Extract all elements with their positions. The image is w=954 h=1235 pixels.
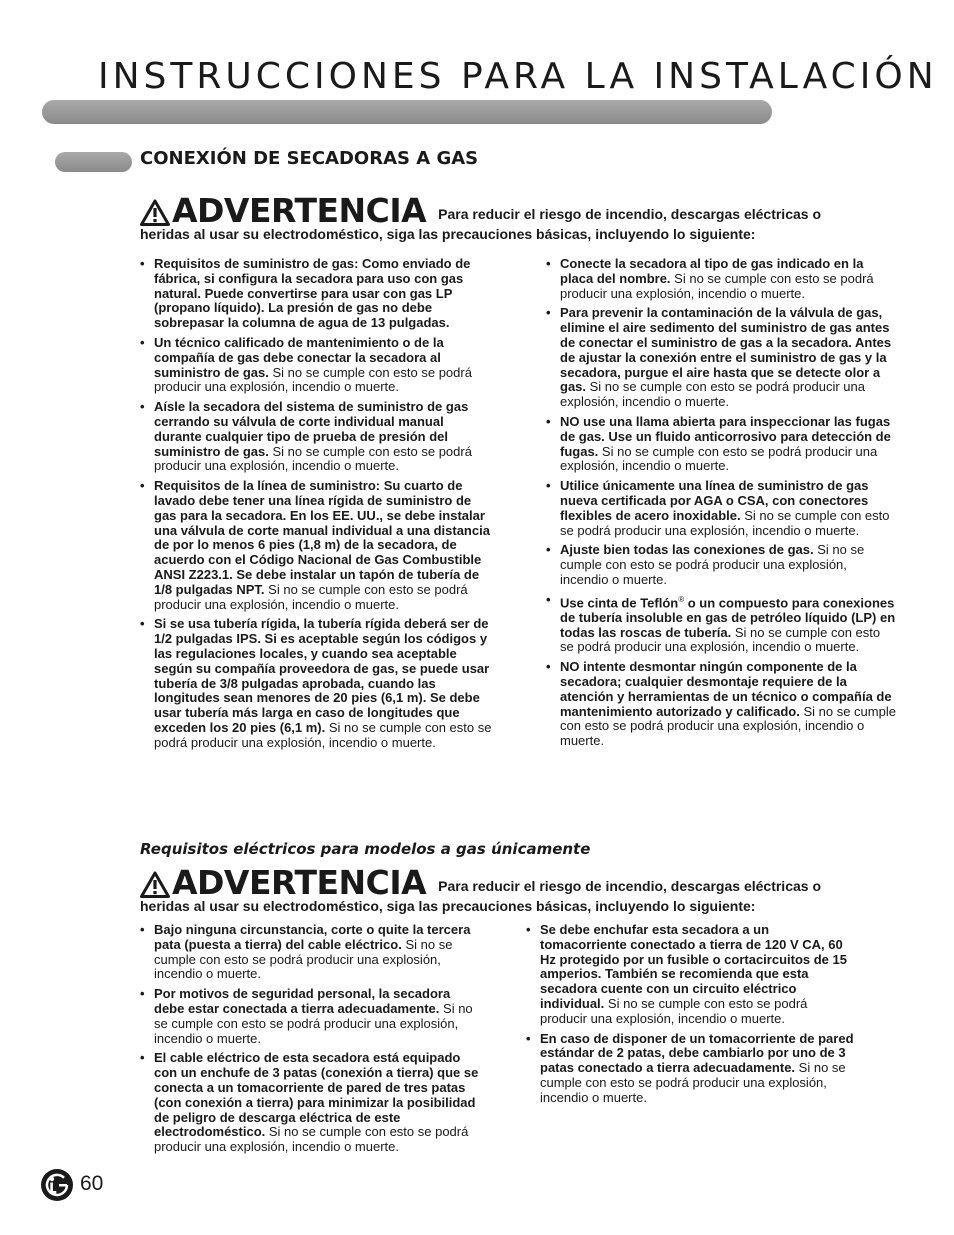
list-item: • Requisitos de suministro de gas: Como enviado de fábrica, si configura la secadora para uso con gas natural. Puede convertirse para usar con gas LP (propano líquido). La presión de gas no debe sobrepasar la columna de agua de 13 pulgadas. [140,257,492,331]
list-item: • Por motivos de seguridad personal, la secadora debe estar conectada a tierra adecuadamente. Si no se cumple con esto se podrá producir una explosión, incendio o muerte. [140,987,482,1046]
warning-word: ADVERTENCIA [172,863,427,902]
list-item: • Si se usa tubería rígida, la tubería rígida deberá ser de 1/2 pulgadas IPS. Si es aceptable según los códigos y las regulaciones locales, y cuando sea aceptable según su compañía proveedora de gas, se puede usar tubería de 3/8 pulgadas aprobada, cuando las longitudes sean menores de 20 pies (6,1 m). Se debe usar tubería más larga en caso de longitudes que exceden los 20 pies (6,1 m). Si no se cumple con esto se podrá producir una explosión, incendio o muerte. [140,617,492,750]
warning-box-gas [140,191,880,243]
gas-requirements-right-column [546,257,896,754]
warning-box-electrical [140,863,880,915]
list-item: • Use cinta de Teflón® o un compuesto para conexiones de tubería insoluble en gas de petróleo líquido (LP) en todas las roscas de tubería. Si no se cumple con esto se podrá producir una explosión, incendio o muerte. [546,593,896,656]
list-item: • Conecte la secadora al tipo de gas indicado en la placa del nombre. Si no se cumple con esto se podrá producir una explosión, incendio o muerte. [546,257,896,301]
title-bar [42,100,772,124]
page-number: 60 [80,1172,104,1195]
warning-triangle-icon [140,871,170,898]
warning-text-line1: Para reducir el riesgo de incendio, descargas eléctricas o [438,206,821,222]
lg-logo-icon [40,1168,74,1202]
list-item: • En caso de disponer de un tomacorriente de pared estándar de 2 patas, debe cambiarlo por uno de 3 patas conectado a tierra adecuadamente. Si no se cumple con esto se podrá producir una explosión, incendio o muerte. [526,1032,856,1106]
list-item: • Requisitos de la línea de suministro: Su cuarto de lavado debe tener una línea rígida de suministro de gas para la secadora. En los EE. UU., se debe instalar una válvula de corte manual individual a una distancia de por lo menos 6 pies (1,8 m) de la secadora, de acuerdo con el Código Nacional de Gas Combustible ANSI Z223.1. Se debe instalar un tapón de tubería de 1/8 pulgadas NPT. Si no se cumple con esto se podrá producir una explosión, incendio o muerte. [140,479,492,612]
warning-triangle-icon [140,199,170,226]
list-item: • Aísle la secadora del sistema de suministro de gas cerrando su válvula de corte individual manual durante cualquier tipo de prueba de presión del suministro de gas. Si no se cumple con esto se podrá producir una explosión, incendio o muerte. [140,400,492,474]
list-item: • Un técnico calificado de mantenimiento o de la compañía de gas debe conectar la secadora al suministro de gas. Si no se cumple con esto se podrá producir una explosión, incendio o muerte. [140,336,492,395]
electrical-subheading: Requisitos eléctricos para modelos a gas únicamente [140,840,591,858]
list-item: • Ajuste bien todas las conexiones de gas. Si no se cumple con esto se podrá producir una explosión, incendio o muerte. [546,543,896,587]
list-item: • NO use una llama abierta para inspeccionar las fugas de gas. Use un fluido anticorrosivo para detección de fugas. Si no se cumple con esto se podrá producir una explosión, incendio o muerte. [546,415,896,474]
list-item: • Bajo ninguna circunstancia, corte o quite la tercera pata (puesta a tierra) del cable eléctrico. Si no se cumple con esto se podrá producir una explosión, incendio o muerte. [140,923,482,982]
gas-requirements-left-column [140,257,492,756]
list-item: • NO intente desmontar ningún componente de la secadora; cualquier desmontaje requiere de la atención y herramientas de un técnico o compañía de mantenimiento autorizado y calificado. Si no se cumple con esto se podrá producir una explosión, incendio o muerte. [546,660,896,749]
section-heading: CONEXIÓN DE SECADORAS A GAS [140,148,479,169]
page-title: INSTRUCCIONES PARA LA INSTALACIÓN [98,56,938,97]
list-item: • El cable eléctrico de esta secadora está equipado con un enchufe de 3 patas (conexión a tierra) que se conecta a un tomacorriente de pared de tres patas (con conexión a tierra) para minimizar la posibilidad de peligro de descarga eléctrica de este electrodoméstico. Si no se cumple con esto se podrá producir una explosión, incendio o muerte. [140,1051,482,1155]
electrical-requirements-left-column [140,923,482,1160]
electrical-requirements-right-column [526,923,856,1111]
section-pill [55,152,132,172]
warning-text-line2: heridas al usar su electrodoméstico, siga las precauciones básicas, incluyendo lo siguiente: [140,898,756,914]
list-item: • Para prevenir la contaminación de la válvula de gas, elimine el aire sedimento del suministro de gas antes de conectar el suministro de gas a la secadora. Antes de ajustar la conexión entre el suministro de gas y la secadora, purgue el aire hasta que se detecte olor a gas. Si no se cumple con esto se podrá producir una explosión, incendio o muerte. [546,306,896,410]
list-item: • Utilice únicamente una línea de suministro de gas nueva certificada por AGA o CSA, con conectores flexibles de acero inoxidable. Si no se cumple con esto se podrá producir una explosión, incendio o muerte. [546,479,896,538]
warning-text-line1: Para reducir el riesgo de incendio, descargas eléctricas o [438,878,821,894]
warning-text-line2: heridas al usar su electrodoméstico, siga las precauciones básicas, incluyendo lo siguiente: [140,226,756,242]
list-item: • Se debe enchufar esta secadora a un tomacorriente conectado a tierra de 120 V CA, 60 Hz protegido por un fusible o cortacircuitos de 15 amperios. También se recomienda que esta secadora cuente con un circuito eléctrico individual. Si no se cumple con esto se podrá producir una explosión, incendio o muerte. [526,923,856,1027]
warning-word: ADVERTENCIA [172,191,427,230]
